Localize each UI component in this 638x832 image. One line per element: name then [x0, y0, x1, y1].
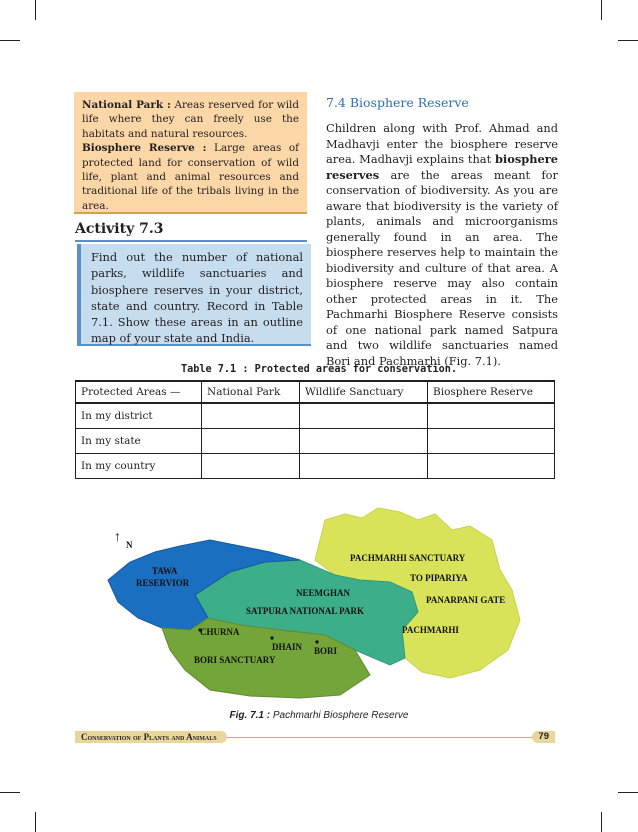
figure-caption [0, 710, 638, 721]
map-label-pachmarhi-sanctuary: PACHMARHI SANCTUARY [350, 553, 466, 563]
table-header: Wildlife Sanctuary [300, 381, 428, 403]
table-header: Protected Areas — [76, 381, 202, 403]
section-title: 7.4 Biosphere Reserve [326, 95, 469, 110]
map-label-bori-sanctuary: BORI SANCTUARY [194, 655, 276, 665]
table-row-label: In my district [76, 403, 202, 429]
figure-caption-number: Fig. 7.1 : [229, 710, 271, 721]
map-label-panarpani-gate: PANARPANI GATE [426, 595, 506, 605]
bori-marker [315, 640, 318, 643]
national-park-term: National Park : [82, 99, 171, 111]
activity-title: Activity 7.3 [75, 221, 164, 237]
section-body-part-1: Children along with Prof. Ahmad and Madhavji enter the biosphere reserve area. Madhavji explains that [326, 121, 558, 166]
crop-mark [0, 40, 20, 41]
table-cell[interactable] [300, 454, 428, 479]
glossary-text [82, 98, 299, 213]
crop-mark [601, 0, 602, 20]
table-cell[interactable] [202, 454, 300, 479]
biosphere-reserve-definition: Large areas of protected land for conservation of wild life, plant and animal resources and traditional life of the tribals living in the area. [82, 142, 299, 212]
table-row [76, 454, 555, 479]
figure-caption-text: Pachmarhi Biosphere Reserve [270, 710, 409, 721]
glossary-box [74, 92, 307, 214]
crop-mark [35, 812, 36, 832]
page-footer [75, 731, 555, 743]
table-header-row [76, 381, 555, 403]
chapter-title: Conservation of Plants and Animals [75, 731, 227, 743]
table-header: National Park [202, 381, 300, 403]
crop-mark [601, 812, 602, 832]
table-row-label: In my state [76, 429, 202, 454]
north-label: N [126, 540, 133, 550]
section-body [326, 121, 558, 369]
pachmarhi-map [100, 500, 540, 700]
table-cell[interactable] [300, 403, 428, 429]
table-cell[interactable] [202, 403, 300, 429]
activity-divider [75, 240, 307, 242]
table-row [76, 403, 555, 429]
page-number: 79 [532, 731, 555, 743]
table-row [76, 429, 555, 454]
map-label-reservoir: RESERVIOR [136, 578, 190, 588]
table-cell[interactable] [202, 429, 300, 454]
table-cell[interactable] [428, 429, 555, 454]
map-label-to-pipariya: TO PIPARIYA [410, 573, 468, 583]
section-body-part-2: are the areas meant for conservation of biodiversity. As you are aware that biodiversity is the variety of plants, animals and microorganisms generally found in an area. The biosphere reserves help to maintain the biodiversity and culture of that area. A biosphere reserve may also contain other protected areas in it. The Pachmarhi Biosphere Reserve consists of one national park named Satpura and two wildlife sanctuaries named Bori and Pachmarhi (Fig. 7.1). [326, 167, 558, 368]
map-label-pachmarhi: PACHMARHI [402, 625, 459, 635]
table-cell[interactable] [300, 429, 428, 454]
table-cell[interactable] [428, 403, 555, 429]
map-label-satpura-national-park: SATPURA NATIONAL PARK [246, 606, 365, 616]
map-label-neemghan: NEEMGHAN [296, 588, 350, 598]
national-park-definition: Areas reserved for wild life where they can freely use the habitats and natural resources. [82, 99, 299, 140]
activity-box [77, 244, 311, 346]
protected-areas-table [75, 380, 555, 479]
dhain-marker [270, 636, 273, 639]
table-header: Biosphere Reserve [428, 381, 555, 403]
map-label-tawa: TAWA [152, 566, 178, 576]
map-label-churna: CHURNA [200, 627, 240, 637]
north-arrow: ↑ [114, 530, 121, 545]
table-cell[interactable] [428, 454, 555, 479]
map-label-dhain: DHAIN [272, 642, 303, 652]
crop-mark [35, 0, 36, 20]
table-row-label: In my country [76, 454, 202, 479]
crop-mark [618, 40, 638, 41]
table-caption: Table 7.1 : Protected areas for conservation. [180, 364, 457, 375]
crop-mark [0, 792, 20, 793]
biosphere-reserve-term: Biosphere Reserve : [82, 142, 207, 155]
crop-mark [618, 792, 638, 793]
activity-text: Find out the number of national parks, wildlife sanctuaries and biosphere reserves in your district, state and country. Record in Table 7.1. Show these areas in an outline map of your state and India. [91, 250, 303, 346]
map-label-bori: BORI [314, 646, 338, 656]
section-bold-term: biosphere reserves [326, 152, 558, 182]
